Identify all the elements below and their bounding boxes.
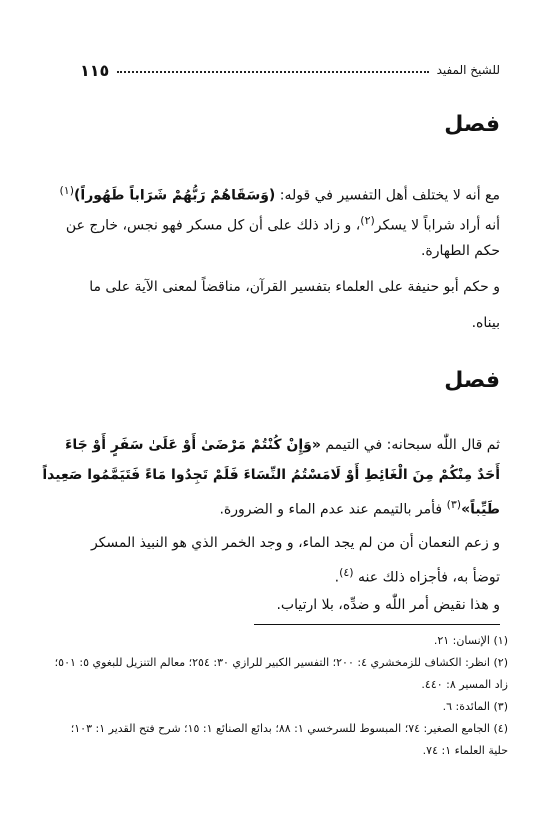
quran-verse: (وَسَقَاهُمْ رَبُّهُمْ شَرَاباً طَهُوراً)	[74, 187, 276, 204]
footnote-4-line-1: (٤) الجامع الصغير: ٧٤؛ المبسوط للسرخسي ١: ٨٨؛ بدائع الصنائع ١: ١٥؛ شرح فتح القدير ١: ١٠٣؛	[70, 722, 508, 735]
text-run: ، و زاد ذلك على أن كل مسكر فهو نجس، خارج عن	[65, 217, 361, 234]
text-run: أنه أراد شراباً لا يسكر	[374, 217, 500, 234]
text-line	[40, 558, 500, 588]
footnote-4-line-2: حلية العلماء ١: ٧٤.	[422, 744, 508, 757]
footnote-1: (١) الإنسان: ٢١.	[433, 634, 508, 647]
book-title: للشيخ المفيد	[436, 63, 500, 77]
text-line: و هذا نقيض أمر اللّٰه و ضدِّه، بلا ارتياب.	[276, 597, 500, 613]
section-heading-2: فصل	[444, 368, 500, 393]
section1-paragraph-1	[40, 176, 500, 266]
section2-paragraph-2	[40, 528, 500, 588]
text-line: و حكم أبو حنيفة على العلماء بتفسير القرآن، مناقضاً لمعنى الآية على ما	[89, 279, 500, 295]
footnotes	[38, 630, 508, 762]
footnote-separator	[254, 624, 500, 625]
footnote-ref-3: (٣)	[446, 498, 462, 511]
quran-verse-line: أَحَدٌ مِنْكُمْ مِنَ الْغَائِطِ أَوْ لَامَسْتُمُ النِّسَاءَ فَلَمْ تَجِدُوا مَاءً فَتَيَمَّمُوا صَعِيداً	[42, 467, 500, 483]
text-line	[40, 490, 500, 520]
running-header	[80, 58, 500, 82]
text-run: ثم قال اللّٰه سبحانه: في التيمم	[320, 437, 500, 453]
text-line	[40, 206, 500, 236]
quran-verse: طَيِّباً»	[461, 501, 500, 518]
footnote-2-line-2: زاد المسير ٨: ٤٤٠.	[421, 678, 508, 691]
page-number: ١١٥	[80, 60, 110, 80]
footnote-2-line-1: (٢) انظر: الكشاف للزمخشري ٤: ٢٠٠؛ التفسير الكبير للرازي ٣٠: ٢٥٤؛ معالم التنزيل للبغوي ٥: ٥٠١؛	[54, 656, 508, 669]
text-run: .	[334, 569, 340, 586]
footnote-ref-1: (١)	[59, 184, 75, 197]
section-heading-1: فصل	[444, 112, 500, 137]
text-line: حكم الطهارة.	[420, 243, 500, 259]
text-line: و زعم النعمان أن من لم يجد الماء، و وجد الخمر الذي هو النبيذ المسكر	[90, 535, 500, 551]
text-line	[40, 430, 500, 460]
text-line	[40, 176, 500, 206]
section2-paragraph-1	[40, 430, 500, 520]
footnote-3: (٣) المائدة: ٦.	[442, 700, 508, 713]
text-run: فأمر بالتيمم عند عدم الماء و الضرورة.	[219, 501, 447, 518]
footnote-ref-4: (٤)	[339, 566, 354, 579]
text-run: مع أنه لا يختلف أهل التفسير في قوله:	[275, 187, 500, 204]
text-run: توضأ به، فأجزاه ذلك عنه	[353, 569, 500, 586]
quran-verse: «وَإِنْ كُنْتُمْ مَرْضَىٰ أَوْ عَلَىٰ سَفَرٍ أَوْ جَاءَ	[65, 437, 321, 453]
header-dot-leader	[117, 71, 428, 73]
footnote-ref-2: (٢)	[360, 214, 375, 227]
text-line: بيناه.	[471, 315, 500, 331]
section2-paragraph-3	[40, 590, 500, 620]
section1-paragraph-2	[40, 272, 500, 338]
